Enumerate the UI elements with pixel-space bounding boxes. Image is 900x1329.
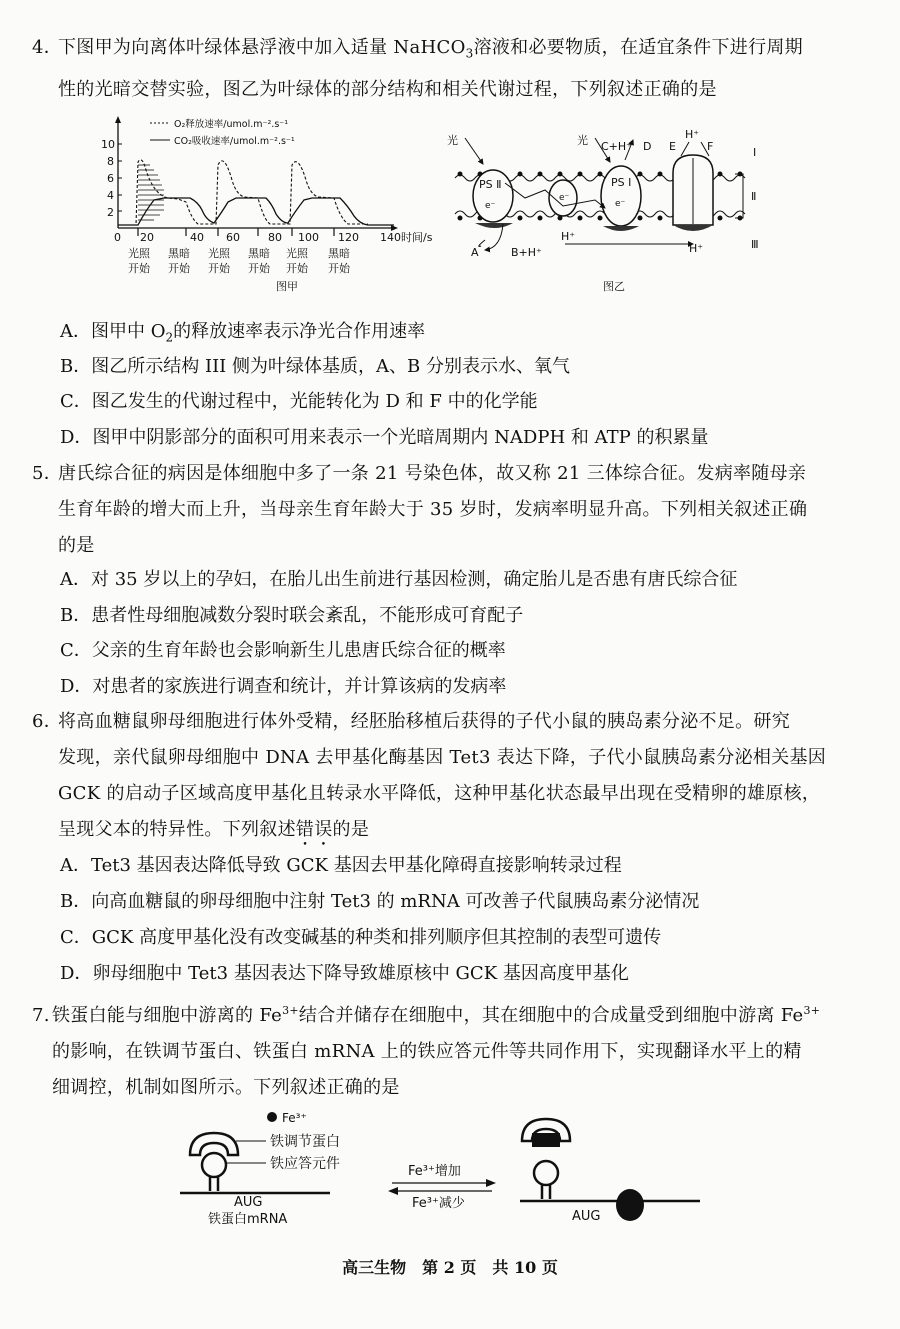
fe-dot — [267, 1112, 277, 1122]
subscript: 3 — [465, 46, 474, 61]
emphasis-text: 错误 — [295, 819, 333, 840]
phase-label: 开始 — [168, 262, 190, 275]
label-aug: AUG — [572, 1209, 601, 1224]
question-number: 4． — [32, 37, 63, 58]
option-letter: D． — [60, 963, 93, 984]
option-c — [60, 384, 538, 420]
label-region-1: Ⅰ — [753, 146, 757, 159]
option-text: 对患者的家族进行调查和统计，并计算该病的发病率 — [92, 676, 507, 697]
option-text: Tet3 基因表达降低导致 GCK 基因去甲基化障碍直接影响转录过程 — [91, 855, 622, 876]
question-text: 的是 — [332, 819, 370, 840]
option-text: 父亲的生育年龄也会影响新生儿患唐氏综合征的概率 — [91, 640, 506, 661]
option-text: 患者性母细胞减数分裂时联会紊乱，不能形成可育配子 — [91, 605, 524, 626]
label-h-mid: H⁺ — [561, 230, 576, 243]
option-b — [60, 349, 570, 385]
x-tick: 40 — [190, 231, 204, 244]
phase-label: 黑暗 — [328, 247, 350, 260]
option-a — [60, 848, 622, 884]
label-irp: 铁调节蛋白 — [270, 1134, 340, 1150]
option-c — [60, 633, 506, 669]
x-tick: 100 — [298, 231, 319, 244]
label-ps1: PS Ⅰ — [611, 176, 632, 189]
label-c-h: C+H⁺ — [601, 140, 632, 153]
question-number: 6． — [32, 711, 63, 732]
label-b-h: B+H⁺ — [511, 246, 542, 259]
option-text: 图甲中阴影部分的面积可用来表示一个光暗周期内 NADPH 和 ATP 的积累量 — [92, 427, 709, 448]
phase-label: 开始 — [328, 262, 350, 275]
y-tick: 2 — [107, 206, 114, 219]
label-a: A — [471, 246, 479, 259]
x-tick: 120 — [338, 231, 359, 244]
label-fe: Fe³⁺ — [282, 1111, 307, 1125]
label-light: 光 — [577, 134, 588, 147]
question-5 — [32, 456, 874, 564]
y-tick: 6 — [107, 172, 114, 185]
question-text: 唐氏综合征的病因是体细胞中多了一条 21 号染色体，故又称 21 三体综合征。发病率随母亲 — [58, 463, 807, 484]
phase-label: 开始 — [208, 262, 230, 275]
option-text: 向高血糖鼠的卵母细胞中注射 Tet3 的 mRNA 可改善子代鼠胰岛素分泌情况 — [91, 891, 700, 912]
x-tick: 0 — [114, 231, 121, 244]
option-text: GCK 高度甲基化没有改变碱基的种类和排列顺序但其控制的表型可遗传 — [91, 927, 662, 948]
question-text: 呈现父本的特异性。下列叙述 — [58, 819, 296, 840]
option-letter: A． — [60, 569, 91, 590]
x-tick: 60 — [226, 231, 240, 244]
question-text: 发现，亲代鼠卵母细胞中 DNA 去甲基化酶基因 Tet3 表达下降，子代小鼠胰岛素分泌相关基因 — [58, 747, 827, 768]
option-text: 的释放速率表示净光合作用速率 — [173, 321, 426, 342]
option-letter: B． — [60, 356, 92, 377]
option-letter: B． — [60, 605, 92, 626]
page-footer: 高三生物 第 2 页 共 10 页 — [342, 1258, 558, 1277]
ribosome — [616, 1189, 644, 1221]
option-c — [60, 920, 661, 956]
question-text: GCK 的启动子区域高度甲基化且转录水平降低，这种甲基化状态最早出现在受精卵的雄原核， — [58, 783, 821, 804]
legend-o2: O₂释放速率/umol.m⁻².s⁻¹ — [174, 119, 289, 130]
ire-loop-free — [534, 1161, 558, 1185]
question-6 — [32, 704, 874, 850]
figure-jia-chart — [98, 110, 438, 295]
label-ire: 铁应答元件 — [270, 1156, 340, 1172]
label-region-2: Ⅱ — [751, 190, 757, 203]
subscript: 2 — [165, 330, 174, 345]
option-text: 图甲中 O — [91, 321, 166, 342]
option-d — [60, 420, 708, 456]
label-d: D — [643, 140, 652, 153]
phase-label: 光照 — [128, 247, 150, 260]
option-letter: D． — [60, 427, 93, 448]
option-text: 图乙所示结构 III 侧为叶绿体基质，A、B 分别表示水、氧气 — [91, 356, 570, 377]
option-d — [60, 669, 506, 705]
option-text: 图乙发生的代谢过程中，光能转化为 D 和 F 中的化学能 — [91, 391, 538, 412]
label-aug: AUG — [234, 1195, 263, 1210]
figure-caption: 图乙 — [603, 280, 625, 293]
option-letter: C． — [60, 391, 92, 412]
x-tick: 80 — [268, 231, 282, 244]
label-ps2: PS Ⅱ — [479, 178, 502, 191]
option-d — [60, 956, 629, 992]
y-tick: 10 — [101, 138, 115, 151]
phase-label: 光照 — [208, 247, 230, 260]
option-b — [60, 598, 523, 634]
question-text: 的是 — [58, 535, 95, 556]
y-tick: 8 — [107, 155, 114, 168]
option-letter: C． — [60, 927, 92, 948]
option-letter: B． — [60, 891, 92, 912]
superscript: 3+ — [282, 1004, 299, 1017]
ps1-complex — [601, 166, 641, 226]
label-h-top: H⁺ — [685, 128, 700, 141]
figure-caption: 图甲 — [276, 280, 298, 293]
question-4 — [32, 30, 874, 108]
question-text: 铁蛋白能与细胞中游离的 Fe — [52, 1005, 283, 1026]
y-tick: 4 — [107, 189, 114, 202]
option-letter: A． — [60, 321, 91, 342]
phase-label: 光照 — [286, 247, 308, 260]
label-e3: e⁻ — [615, 199, 626, 209]
x-tick: 140 — [380, 231, 401, 244]
co2-curve — [118, 198, 394, 225]
label-e: E — [669, 140, 676, 153]
option-a — [60, 562, 737, 598]
question-text: 下图甲为向离体叶绿体悬浮液中加入适量 NaHCO — [58, 37, 466, 58]
question-text: 性的光暗交替实验，图乙为叶绿体的部分结构和相关代谢过程，下列叙述正确的是 — [58, 78, 717, 100]
label-decrease: Fe³⁺减少 — [412, 1196, 465, 1211]
label-increase: Fe³⁺增加 — [408, 1164, 461, 1179]
irp-protein — [190, 1133, 238, 1155]
question-text: 的影响，在铁调节蛋白、铁蛋白 mRNA 上的铁应答元件等共同作用下，实现翻译水平上的精 — [52, 1041, 802, 1062]
question-number: 5． — [32, 463, 63, 484]
label-mrna: 铁蛋白mRNA — [208, 1212, 288, 1227]
figure-iron-regulation — [180, 1105, 700, 1230]
question-text: 生育年龄的增大而上升，当母亲生育年龄大于 35 岁时，发病率明显升高。下列相关叙述正确 — [58, 499, 808, 520]
figure-yi-diagram — [445, 128, 775, 298]
label-e2: e⁻ — [559, 193, 570, 203]
question-7 — [32, 993, 874, 1106]
label-region-3: Ⅲ — [751, 238, 759, 251]
option-text: 卵母细胞中 Tet3 基因表达下降导致雄原核中 GCK 基因高度甲基化 — [92, 963, 629, 984]
superscript: 3+ — [803, 1004, 821, 1017]
option-text: 对 35 岁以上的孕妇，在胎儿出生前进行基因检测，确定胎儿是否患有唐氏综合征 — [91, 569, 738, 590]
phase-label: 开始 — [248, 262, 270, 275]
label-f: F — [707, 140, 714, 153]
option-letter: D． — [60, 676, 93, 697]
option-letter: A． — [60, 855, 91, 876]
x-axis-label: 时间/s — [401, 231, 433, 244]
ire-loop — [202, 1153, 226, 1177]
question-text: 细调控，机制如图所示。下列叙述正确的是 — [52, 1077, 400, 1098]
option-b — [60, 884, 699, 920]
legend-co2: CO₂吸收速率/umol.m⁻².s⁻¹ — [174, 136, 295, 147]
x-tick: 20 — [140, 231, 154, 244]
option-letter: C． — [60, 640, 92, 661]
question-number: 7. — [32, 1005, 50, 1026]
question-text: 结合并储存在细胞中，其在细胞中的合成量受到细胞中游离 Fe — [298, 1005, 804, 1026]
phase-label: 开始 — [128, 262, 150, 275]
phase-label: 开始 — [286, 262, 308, 275]
label-h-right: H⁺ — [689, 242, 704, 255]
phase-label: 黑暗 — [248, 247, 270, 260]
question-text: 将高血糖鼠卵母细胞进行体外受精，经胚胎移植后获得的子代小鼠的胰岛素分泌不足。研究 — [58, 711, 790, 732]
label-e1: e⁻ — [485, 201, 496, 211]
label-light: 光 — [447, 134, 458, 147]
phase-label: 黑暗 — [168, 247, 190, 260]
question-text: 溶液和必要物质，在适宜条件下进行周期 — [473, 37, 803, 58]
